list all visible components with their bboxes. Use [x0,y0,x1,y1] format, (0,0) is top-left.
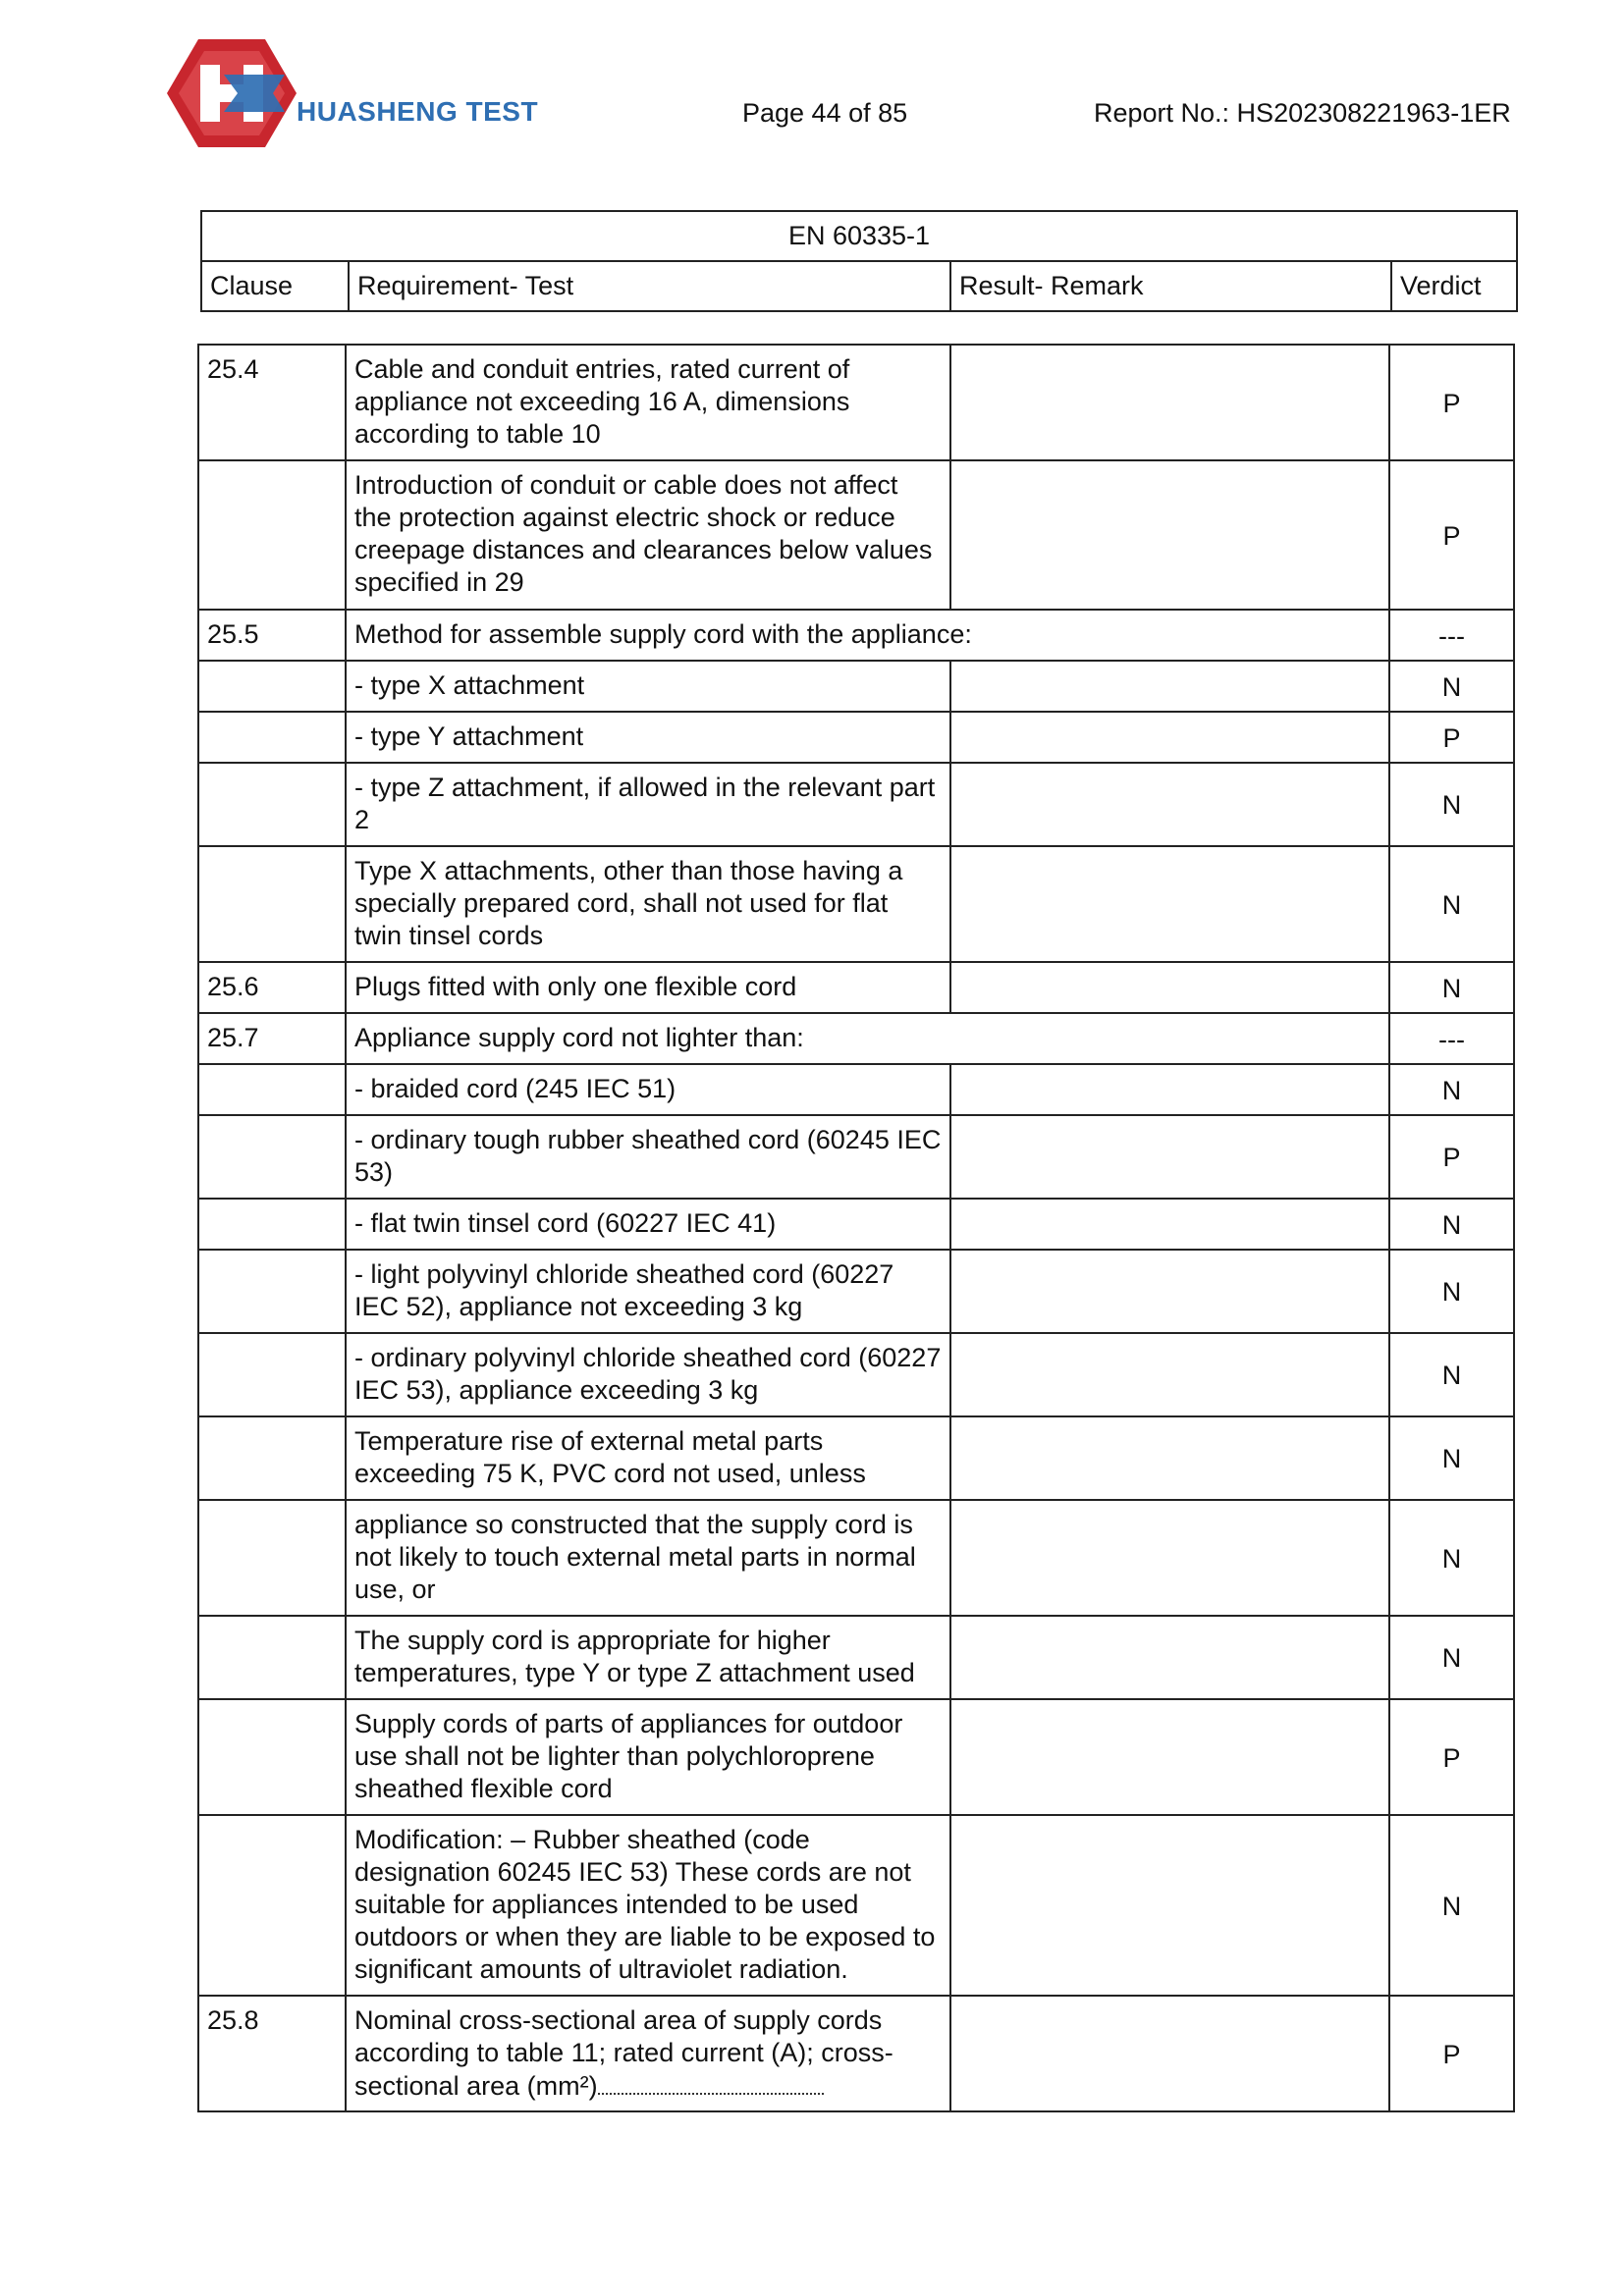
verdict-cell: --- [1389,610,1514,661]
column-header-result: Result- Remark [950,261,1391,311]
table-row [198,345,1514,460]
company-name: HUASHENG TEST [297,96,539,127]
table-row [198,1815,1514,1996]
requirement-cell: Cable and conduit entries, rated current of appliance not exceeding 16 A, dimensions according to table 10 [346,345,950,460]
table-row [198,1616,1514,1699]
result-cell [950,962,1389,1013]
result-cell [950,1250,1389,1333]
verdict-cell: N [1389,1416,1514,1500]
table-row [198,1996,1514,2111]
clause-cell [198,1616,346,1699]
result-cell [950,1815,1389,1996]
verdict-cell: P [1389,1996,1514,2111]
verdict-cell: P [1389,712,1514,763]
verdict-cell: P [1389,460,1514,610]
requirement-cell: The supply cord is appropriate for higher temperatures, type Y or type Z attachment used [346,1616,950,1699]
verdict-cell: N [1389,763,1514,846]
requirements-table [197,344,1515,2112]
page-number: Page 44 of 85 [742,98,908,128]
clause-cell [198,661,346,712]
result-cell [950,1333,1389,1416]
standard-title: EN 60335-1 [201,211,1517,261]
clause-cell [198,763,346,846]
requirement-cell: appliance so constructed that the supply cord is not likely to touch external metal parts in normal use, or [346,1500,950,1616]
hs-logo-icon [165,35,298,151]
clause-cell [198,1815,346,1996]
verdict-cell: N [1389,846,1514,962]
clause-cell [198,1250,346,1333]
requirement-cell: - braided cord (245 IEC 51) [346,1064,950,1115]
clause-cell: 25.7 [198,1013,346,1064]
clause-cell: 25.4 [198,345,346,460]
result-cell [950,1500,1389,1616]
report-number: Report No.: HS202308221963-1ER [1094,98,1511,128]
result-cell [950,712,1389,763]
verdict-cell: --- [1389,1013,1514,1064]
requirement-cell: Method for assemble supply cord with the appliance: [346,610,1389,661]
table-row [198,661,1514,712]
standard-row [201,211,1517,261]
result-cell [950,1064,1389,1115]
requirement-cell: - ordinary polyvinyl chloride sheathed cord (60227 IEC 53), appliance exceeding 3 kg [346,1333,950,1416]
clause-cell: 25.8 [198,1996,346,2111]
page-header [0,0,1624,157]
requirement-cell: Introduction of conduit or cable does not affect the protection against electric shock or reduce creepage distances and clearances below values specified in 29 [346,460,950,610]
clause-cell [198,1199,346,1250]
table-row [198,1115,1514,1199]
standard-header-table [200,210,1518,312]
result-cell [950,345,1389,460]
requirement-cell [346,1996,950,2111]
verdict-cell: N [1389,1815,1514,1996]
clause-cell [198,1500,346,1616]
verdict-cell: N [1389,1250,1514,1333]
clause-cell [198,846,346,962]
table-row [198,1333,1514,1416]
clause-cell: 25.5 [198,610,346,661]
table-row [198,1064,1514,1115]
requirement-cell: - type Z attachment, if allowed in the relevant part 2 [346,763,950,846]
requirement-cell: Plugs fitted with only one flexible cord [346,962,950,1013]
table-row [198,962,1514,1013]
verdict-cell: N [1389,661,1514,712]
table-row [198,460,1514,610]
clause-cell: 25.6 [198,962,346,1013]
column-header-verdict: Verdict [1391,261,1517,311]
table-row [198,712,1514,763]
result-cell [950,661,1389,712]
verdict-cell: N [1389,1500,1514,1616]
table-row [198,1699,1514,1815]
result-cell [950,1616,1389,1699]
requirement-cell: Type X attachments, other than those having a specially prepared cord, shall not used for flat twin tinsel cords [346,846,950,962]
table-row [198,1250,1514,1333]
verdict-cell: N [1389,962,1514,1013]
verdict-cell: N [1389,1333,1514,1416]
result-cell [950,1115,1389,1199]
verdict-cell: P [1389,345,1514,460]
clause-cell [198,1115,346,1199]
table-row [198,846,1514,962]
requirement-cell: - type Y attachment [346,712,950,763]
result-cell [950,1199,1389,1250]
requirement-cell: - light polyvinyl chloride sheathed cord (60227 IEC 52), appliance not exceeding 3 kg [346,1250,950,1333]
requirement-cell: - type X attachment [346,661,950,712]
table-row [198,1013,1514,1064]
verdict-cell: N [1389,1199,1514,1250]
table-row [198,1500,1514,1616]
clause-cell [198,1064,346,1115]
requirement-cell: Supply cords of parts of appliances for outdoor use shall not be lighter than polychloroprene sheathed flexible cord [346,1699,950,1815]
column-header-requirement: Requirement- Test [349,261,950,311]
verdict-cell: P [1389,1699,1514,1815]
verdict-cell: N [1389,1616,1514,1699]
verdict-cell: P [1389,1115,1514,1199]
result-cell [950,460,1389,610]
requirement-cell: Temperature rise of external metal parts exceeding 75 K, PVC cord not used, unless [346,1416,950,1500]
requirement-cell: - flat twin tinsel cord (60227 IEC 41) [346,1199,950,1250]
requirement-cell: Appliance supply cord not lighter than: [346,1013,1389,1064]
clause-cell [198,1699,346,1815]
fill-in-dotted-line [598,2069,824,2095]
clause-cell [198,460,346,610]
clause-cell [198,1416,346,1500]
clause-cell [198,712,346,763]
requirement-cell: - ordinary tough rubber sheathed cord (60245 IEC 53) [346,1115,950,1199]
column-header-row [201,261,1517,311]
table-row [198,763,1514,846]
requirement-text: Nominal cross-sectional area of supply cords according to table 11; rated current (A); cross-sectional area (mm²) [354,2005,893,2101]
result-cell [950,846,1389,962]
verdict-cell: N [1389,1064,1514,1115]
table-row [198,1416,1514,1500]
column-header-clause: Clause [201,261,349,311]
result-cell [950,1699,1389,1815]
result-cell [950,763,1389,846]
clause-cell [198,1333,346,1416]
table-row [198,610,1514,661]
requirement-cell: Modification: – Rubber sheathed (code designation 60245 IEC 53) These cords are not suitable for appliances intended to be used outdoors or when they are liable to be exposed to significant amounts of ultraviolet radiation. [346,1815,950,1996]
result-cell [950,1416,1389,1500]
table-row [198,1199,1514,1250]
result-cell [950,1996,1389,2111]
